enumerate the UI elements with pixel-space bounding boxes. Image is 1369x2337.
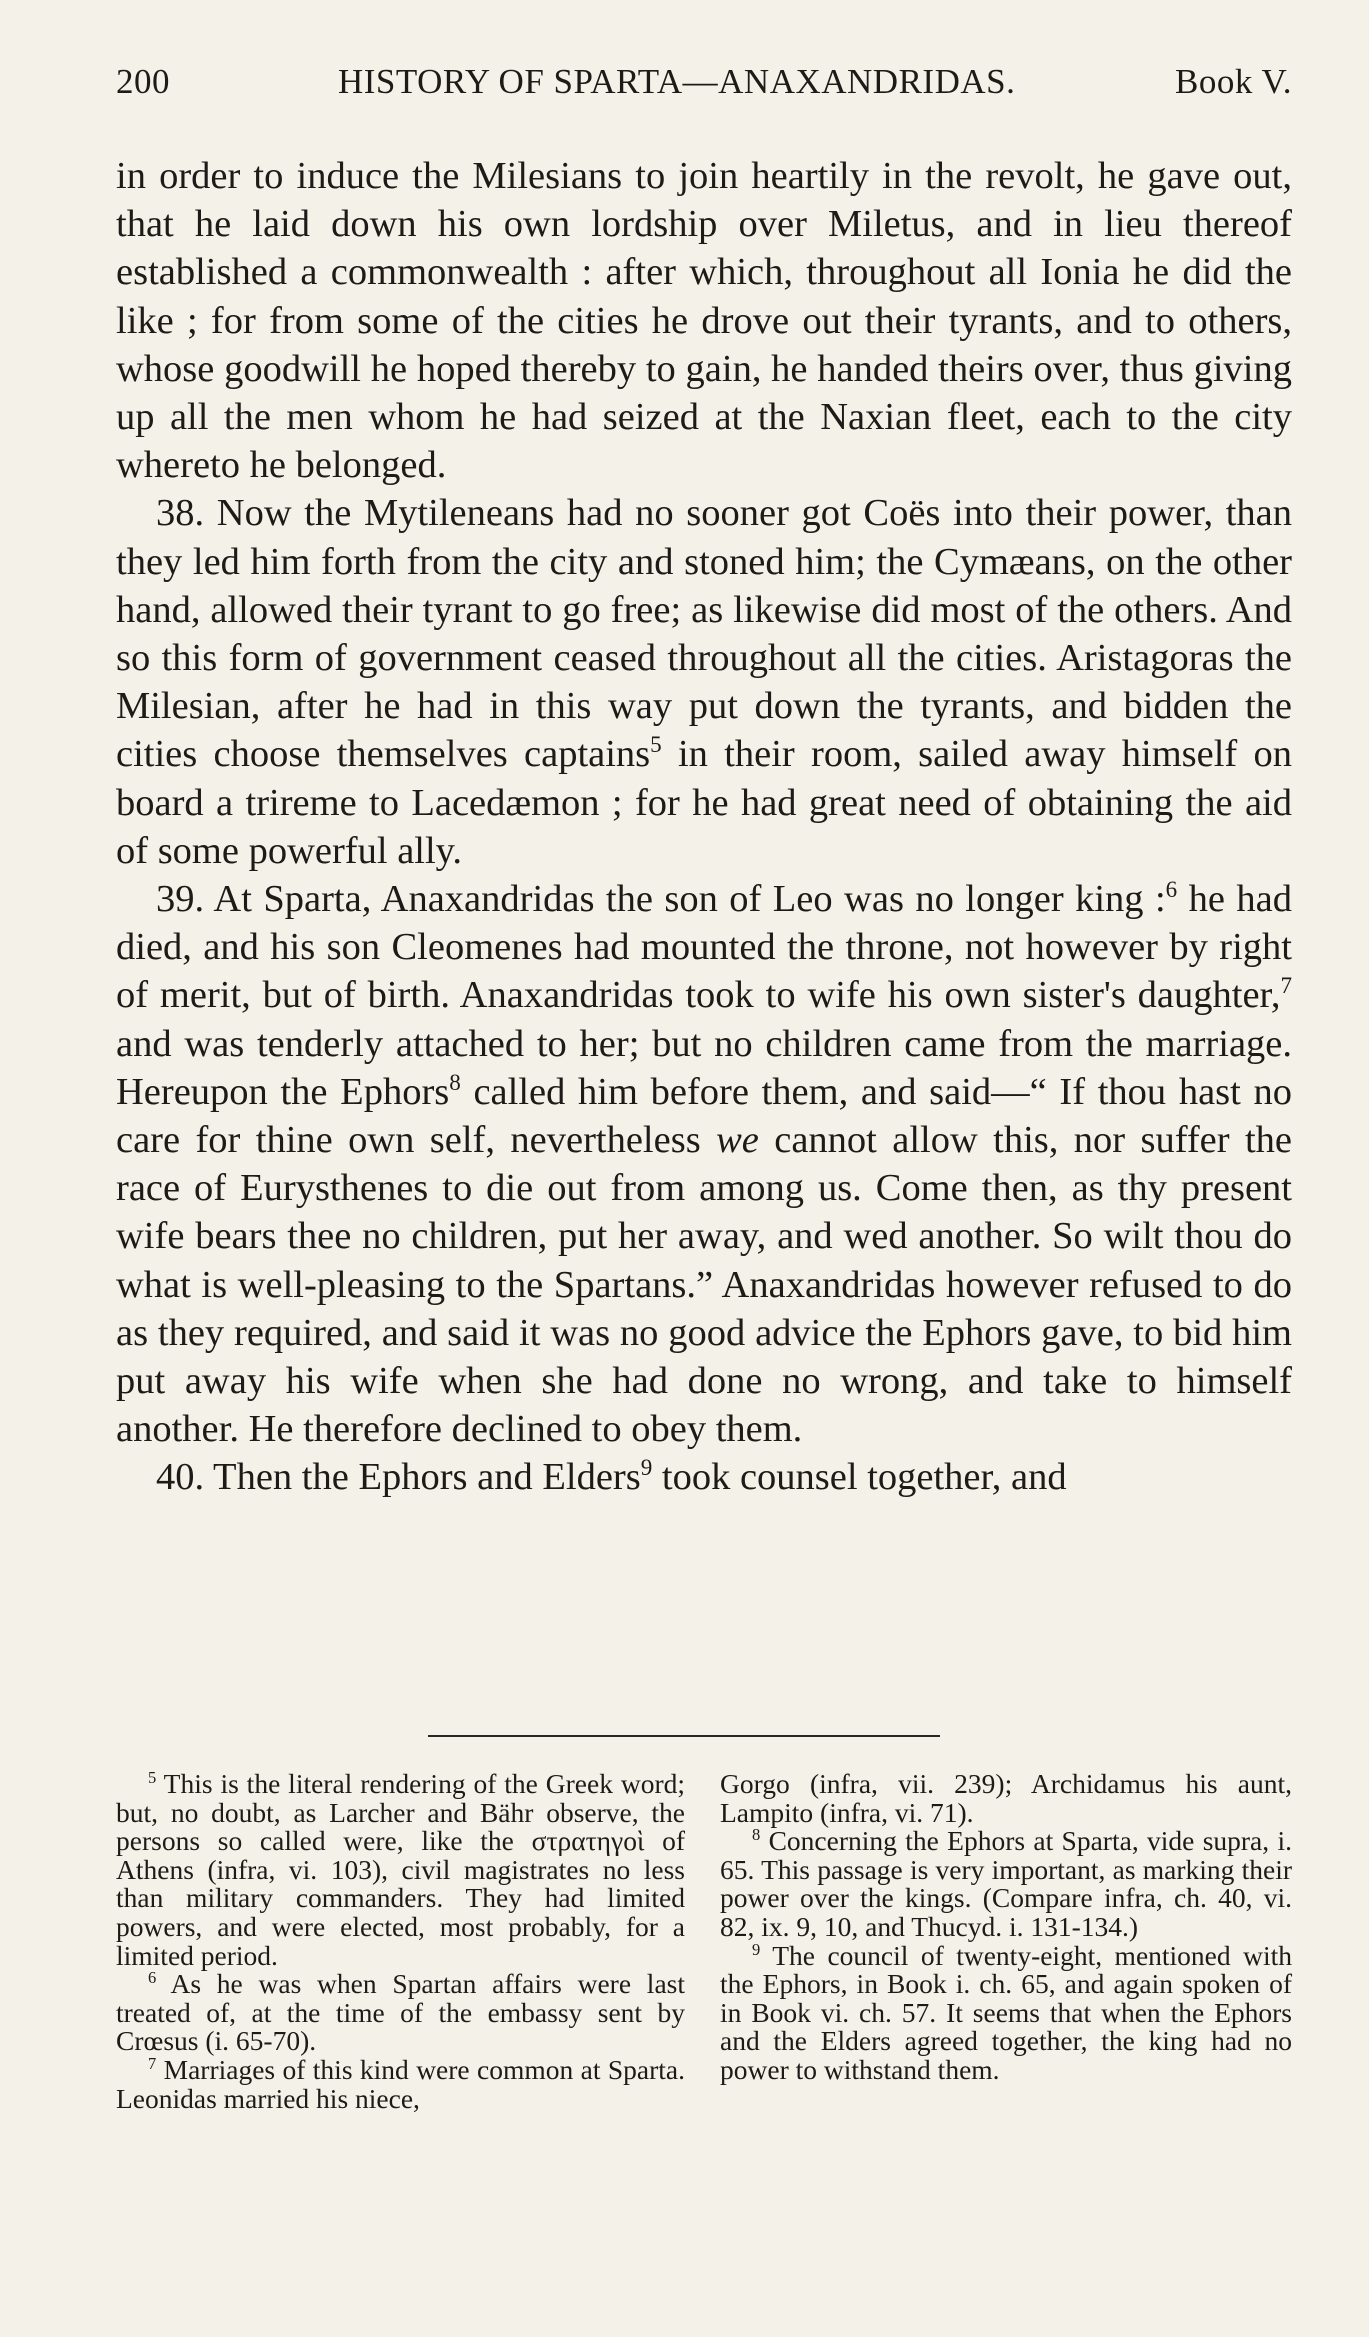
paragraph-40 [116, 1453, 1292, 1501]
paragraph-39-emphasis: we [716, 1119, 759, 1162]
footnote-6-text: As he was when Spartan affairs were last treated of, at the time of the embassy sent by Crœsus (i. 65-70). [116, 1968, 685, 2057]
paragraph-38-text-a: 38. Now the Mytileneans had no sooner got Coës into their power, than they led him forth from the city and stoned him; the Cymæans, on the other hand, allowed their tyrant to go free; as likewise did most of the others. And so this form of government ceased throughout all the cities. Aristagoras the Milesian, after he had in this way put down the tyrants, and bidden the cities choose themselves captains [116, 492, 1292, 776]
footnote-ref-8: 8 [449, 1069, 461, 1096]
paragraph-37-continued: in order to induce the Milesians to join heartily in the revolt, he gave out, that he laid down his own lordship over Miletus, and in lieu thereof established a commonwealth : after which, throughout all Ionia he did the like ; for from some of the cities he drove out their tyrants, and to others, whose goodwill he hoped thereby to gain, he handed theirs over, thus giving up all the men whom he had seized at the Naxian fleet, each to the city whereto he belonged. [116, 155, 1292, 487]
book-label: Book V. [1175, 62, 1292, 101]
footnote-9 [720, 1939, 1292, 2085]
paragraph-40-text-a: 40. Then the Ephors and Elders [156, 1456, 641, 1499]
footnote-ref-5: 5 [650, 731, 662, 758]
footnote-7-number: 7 [148, 2053, 157, 2073]
footnote-7-text: Marriages of this kind were common at Sparta. Leonidas married his niece, [116, 2053, 685, 2114]
paragraph-38-text-b: in their room, sailed away himself on board a trireme to Lacedæmon ; for he had great need of obtaining the aid of some powerful ally. [116, 733, 1292, 872]
footnotes-left-column [116, 1767, 685, 2114]
footnotes-right-column [720, 1770, 1292, 2085]
paragraph-39-text-a: 39. At Sparta, Anaxandridas the son of Leo was no longer king : [156, 878, 1166, 921]
footnote-6-number: 6 [148, 1968, 157, 1987]
footnote-5-number: 5 [148, 1767, 157, 1787]
footnote-ref-9: 9 [640, 1454, 653, 1481]
footnote-5-text: This is the literal rendering of the Greek word; but, no doubt, as Larcher and Bähr observe, the persons so called were, like the στρατηγοὶ of Athens (infra, vi. 103), civil magistrates no less than military commanders. They had limited powers, and were elected, most probably, for a limited period. [116, 1768, 685, 1971]
footnote-8-text: Concerning the Ephors at Sparta, vide supra, i. 65. This passage is very important, as marking their power over the kings. (Compare infra, ch. 40, vi. 82, ix. 9, 10, and Thucyd. i. 131-134.) [720, 1825, 1292, 1942]
paragraph-39 [116, 875, 1292, 1453]
running-title: HISTORY OF SPARTA—ANAXANDRIDAS. [338, 62, 1016, 101]
footnote-ref-7: 7 [1280, 972, 1292, 999]
footnote-7-continued: Gorgo (infra, vii. 239); Archidamus his aunt, Lampito (infra, vi. 71). [720, 1768, 1292, 1828]
footnote-9-text: The council of twenty-eight, mentioned with the Ephors, in Book i. ch. 65, and again spoken of in Book vi. ch. 57. It seems that when the Ephors and the Elders agreed together, the king had no power to withstand them. [720, 1939, 1292, 2085]
running-header [116, 62, 1292, 112]
footnote-7 [116, 2053, 685, 2114]
footnote-5 [116, 1767, 685, 1971]
footnote-6 [116, 1970, 685, 2056]
paragraph-38 [116, 489, 1292, 875]
page-number: 200 [116, 62, 170, 101]
paragraph-39-text-b: he had died, and his son Cleomenes had mounted the throne, not however by right of merit, but of birth. Anaxandridas took to wife his own sister's daughter, [116, 878, 1292, 1017]
footnote-8 [720, 1827, 1292, 1941]
paragraph-39-text-e: cannot allow this, nor suffer the race of Eurysthenes to die out from among us. Come then, as thy present wife bears thee no children, put her away, and wed another. So wilt thou do what is well-pleasing to the Spartans.” Anaxandridas however refused to do as they required, and said it was no good advice the Ephors gave, to bid him put away his wife when she had done no wrong, and take to himself another. He therefore declined to obey them. [116, 1119, 1292, 1451]
main-text [116, 152, 1292, 1502]
paragraph-39-text-d: called him before them, and said—“ If thou hast no care for thine own self, nevertheless [116, 1070, 1293, 1162]
paragraph-39-text-c: and was tenderly attached to her; but no children came from the marriage. Hereupon the Ephors [116, 1022, 1292, 1113]
paragraph-40-text-b: took counsel together, and [652, 1456, 1067, 1499]
footnote-ref-6: 6 [1165, 876, 1178, 903]
footnote-8-number: 8 [752, 1825, 761, 1845]
footnote-divider [428, 1735, 940, 1737]
footnote-9-number: 9 [752, 1939, 761, 1959]
